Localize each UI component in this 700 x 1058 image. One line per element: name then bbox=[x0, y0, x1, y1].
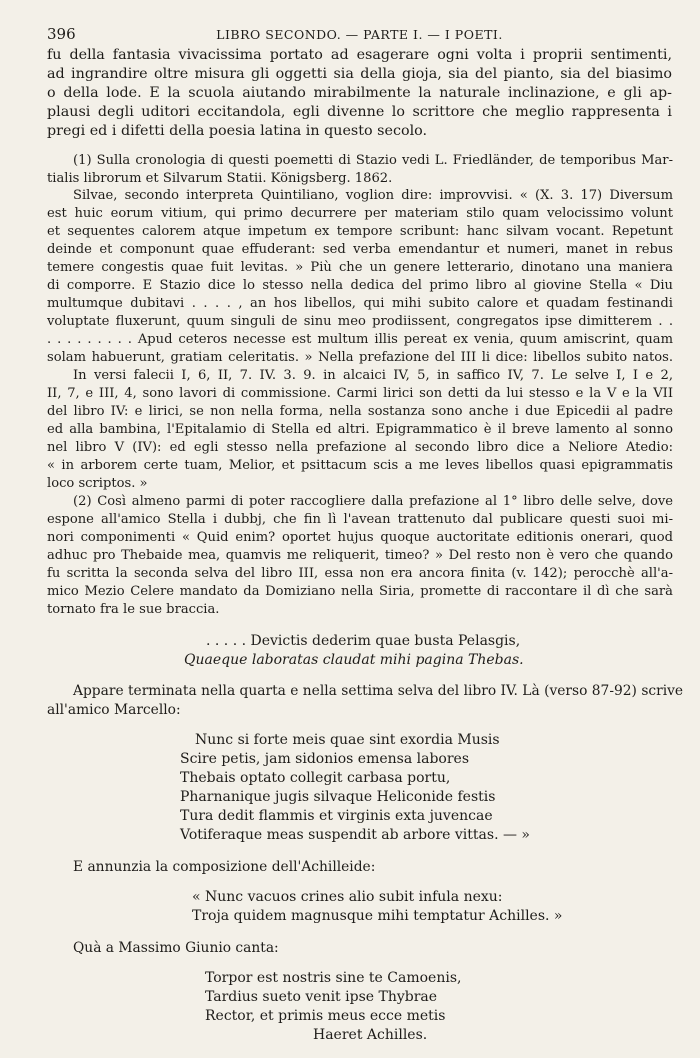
running-title: LIBRO SECONDO. — PARTE I. — I POETI. bbox=[216, 27, 503, 42]
verse-line: Torpor est nostris sine te Camoenis, bbox=[205, 970, 462, 986]
footnote-line: tornato fra le sue braccia. bbox=[47, 602, 220, 617]
footnote-line: espone all'amico Stella i dubbj, che fin lì l'avean trattenuto dal publicare questi suoi mi- bbox=[47, 512, 673, 527]
footnote-line: Silvae, secondo interpreta Quintiliano, voglion dire: improvvisi. « (X. 3. 17) Diversum bbox=[73, 188, 673, 203]
body-line: pregi ed i difetti della poesia latina in questo secolo. bbox=[47, 123, 428, 139]
footnote-line: di comporre. E Stazio dice lo stesso nella dedica del primo libro al giovine Stella « Diu bbox=[47, 278, 673, 293]
footnote-line: voluptate fluxerunt, quum singuli de sinu meo prodiissent, congregatos ipse dimitterem . . bbox=[47, 314, 673, 329]
verse-line: Rector, et primis meus ecce metis bbox=[205, 1008, 446, 1024]
footnote-line: deinde et componunt quae effuderant: sed verba emendantur et numeri, manet in rebus bbox=[47, 242, 673, 257]
footnote-line: (2) Così almeno parmi di poter raccogliere dalla prefazione al 1° libro delle selve, dove bbox=[73, 494, 673, 509]
footnote-line: II, 7, e III, 4, sono lavori di commissione. Carmi lirici son detti da lui stesso e la V e la VII bbox=[47, 386, 673, 401]
verse-line: Pharnanique jugis silvaque Heliconide festis bbox=[180, 789, 496, 805]
footnote-line: loco scriptos. » bbox=[47, 476, 148, 491]
verse-line: Quaeque laboratas claudat mihi pagina Thebas. bbox=[184, 652, 524, 668]
footnote-line: fu scritta la seconda selva del libro III, essa non era ancora finita (v. 142); perocchè all'a- bbox=[47, 566, 673, 581]
verse-line: Troja quidem magnusque mihi temptatur Achilles. » bbox=[192, 908, 563, 924]
footnote-line: adhuc pro Thebaide mea, quamvis me reliquerit, timeo? » Del resto non è vero che quando bbox=[47, 548, 673, 563]
verse-line: . . . . . Devictis dederim quae busta Pelasgis, bbox=[206, 633, 521, 649]
footnote-line: (1) Sulla cronologia di questi poemetti di Stazio vedi L. Friedländer, de temporibus Mar- bbox=[73, 153, 673, 168]
footnote-line: mico Mezio Celere mandato da Domiziano nella Siria, promette di raccontare il dì che sarà bbox=[47, 584, 673, 599]
verse-line: Tardius sueto venit ipse Thybrae bbox=[205, 989, 438, 1005]
footnote-line: solam habuerunt, gratiam celeritatis. » Nella prefazione del III li dice: libellos subito natos. bbox=[47, 350, 673, 365]
footnote-line: nel libro V (IV): ed egli stesso nella prefazione al secondo libro dice a Neliore Atedio: bbox=[47, 440, 673, 455]
footnote-line: . . . . . . . . . Apud ceteros necesse est multum illis pereat ex venia, quum amiscrint, quam bbox=[47, 332, 673, 347]
footnote-line: temere congestis quae fuit levitas. » Più che un genere letterario, dinotano una maniera bbox=[47, 260, 673, 275]
footnote-line: tialis librorum et Silvarum Statii. Königsberg. 1862. bbox=[47, 171, 393, 186]
page-header bbox=[47, 25, 672, 45]
verse-line: Haeret Achilles. bbox=[313, 1027, 428, 1043]
footnote-line: nori componimenti « Quid enim? oportet hujus quoque auctoritate editionis onerari, quod bbox=[47, 530, 673, 545]
body-line: ad ingrandire oltre misura gli oggetti sia della gioja, sia del pianto, sia del biasimo bbox=[47, 66, 672, 82]
footnote-line: est huic eorum vitium, qui primo decurrere per materiam stilo quam velocissimo volunt bbox=[47, 206, 673, 221]
body-line: o della lode. E la scuola aiutando mirabilmente la naturale inclinazione, e gli ap- bbox=[47, 85, 672, 101]
footnote-line: ed alla bambina, l'Epitalamio di Stella ed altri. Epigrammatico è il breve lamento al sonno bbox=[47, 422, 673, 437]
paragraph-line: E annunzia la composizione dell'Achilleide: bbox=[73, 859, 376, 875]
paragraph-line: all'amico Marcello: bbox=[47, 702, 181, 718]
body-line: plausi degli uditori eccitandola, egli divenne lo scrittore che meglio rappresenta i bbox=[47, 104, 672, 120]
footnote-line: « in arborem certe tuam, Melior, et psittacum scis a me leves libellos quasi epigrammatis bbox=[47, 458, 673, 473]
footnote-line: del libro IV: e lirici, se non nella forma, nella sostanza sono anche i due Epicedii al padre bbox=[47, 404, 673, 419]
footnote-line: In versi falecii I, 6, II, 7. IV. 3. 9. in alcaici IV, 5, in saffico IV, 7. Le selve I, I e 2, bbox=[73, 368, 673, 383]
verse-line: Tura dedit flammis et virginis exta juvencae bbox=[180, 808, 493, 824]
verse-line: Thebais optato collegit carbasa portu, bbox=[180, 770, 451, 786]
footnote-line: et sequentes calorem atque impetum ex tempore scribunt: hanc silvam vocant. Repetunt bbox=[47, 224, 673, 239]
verse-line: Votiferaque meas suspendit ab arbore vittas. — » bbox=[180, 827, 530, 843]
body-line: fu della fantasia vivacissima portato ad esagerare ogni volta i proprii sentimenti, bbox=[47, 47, 672, 63]
verse-line: « Nunc vacuos crines alio subit infula nexu: bbox=[192, 889, 503, 905]
verse-line: Scire petis, jam sidonios emensa labores bbox=[180, 751, 470, 767]
paragraph-line: Appare terminata nella quarta e nella settima selva del libro IV. Là (verso 87-92) scrive bbox=[73, 683, 684, 699]
page-number: 396 bbox=[47, 25, 76, 43]
footnote-line: multumque dubitavi . . . . , an hos libellos, qui mihi subito calore et quadam festinandi bbox=[47, 296, 673, 311]
paragraph-line: Quà a Massimo Giunio canta: bbox=[73, 940, 279, 956]
verse-line: Nunc si forte meis quae sint exordia Musis bbox=[195, 732, 500, 748]
